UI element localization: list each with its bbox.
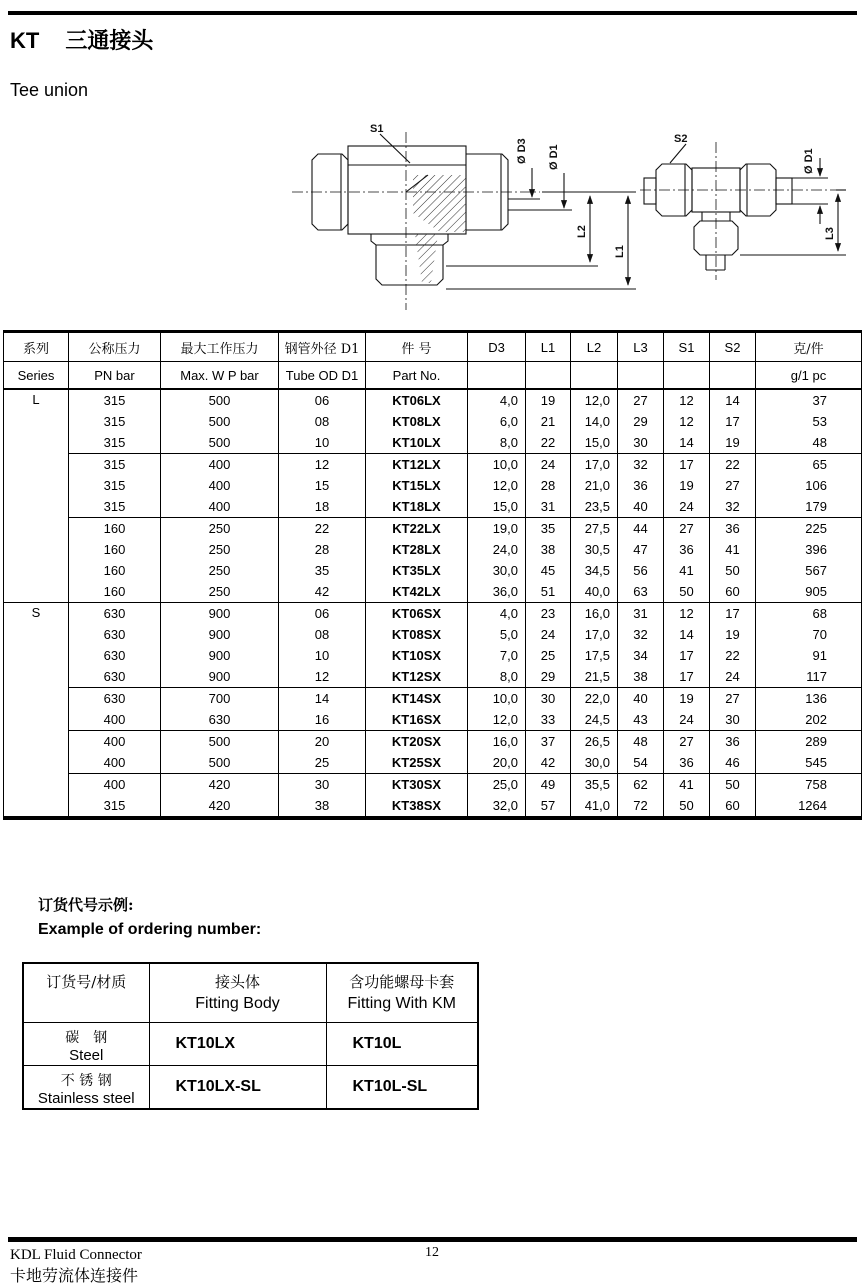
cell-pn: 315: [69, 432, 161, 454]
cell-l1: 19: [526, 389, 571, 411]
part-number: KT28LX: [366, 539, 468, 560]
part-number: KT08LX: [366, 411, 468, 432]
cell-d3: 4,0: [468, 389, 526, 411]
cell-s1: 17: [664, 666, 710, 688]
cell-maxwp: 900: [161, 624, 279, 645]
table-row: [4, 752, 862, 774]
cell-d3: 32,0: [468, 795, 526, 818]
ordering-row-steel: [23, 1023, 478, 1066]
dim-label-l2: L2: [576, 225, 588, 238]
cell-l2: 35,5: [571, 774, 618, 796]
col-part-no: 件 号: [366, 332, 468, 362]
top-rule: [8, 11, 857, 15]
cell-l3: 38: [618, 666, 664, 688]
ordering-row-stainless: [23, 1066, 478, 1110]
cell-l3: 54: [618, 752, 664, 774]
cell-tube-od: 35: [279, 560, 366, 581]
cell-d3: 19,0: [468, 518, 526, 540]
part-number: KT25SX: [366, 752, 468, 774]
cell-pn: 160: [69, 539, 161, 560]
dim-label-l3: L3: [824, 227, 836, 240]
cell-weight: 179: [756, 496, 862, 518]
part-number: KT38SX: [366, 795, 468, 818]
cell-weight: 48: [756, 432, 862, 454]
cell-l2: 12,0: [571, 389, 618, 411]
dim-label-d1-right: Ø D1: [803, 148, 815, 174]
cell-weight: 65: [756, 454, 862, 476]
cell-l2: 41,0: [571, 795, 618, 818]
cell-d3: 16,0: [468, 731, 526, 753]
table-row: [4, 539, 862, 560]
cell-weight: 1264: [756, 795, 862, 818]
ordering-header-row: [23, 963, 478, 1023]
cell-l3: 48: [618, 731, 664, 753]
part-number: KT20SX: [366, 731, 468, 753]
dimension-table: [3, 330, 862, 820]
cell-s2: 17: [710, 411, 756, 432]
cell-l1: 30: [526, 688, 571, 710]
cell-weight: 70: [756, 624, 862, 645]
cell-tube-od: 42: [279, 581, 366, 603]
cell-l2: 30,0: [571, 752, 618, 774]
cell-tube-od: 16: [279, 709, 366, 731]
col-pn-en: PN bar: [69, 362, 161, 390]
table-row: [4, 581, 862, 603]
cell-d3: 36,0: [468, 581, 526, 603]
cell-weight: 106: [756, 475, 862, 496]
cell-s2: 27: [710, 475, 756, 496]
cell-l2: 16,0: [571, 603, 618, 625]
cell-d3: 8,0: [468, 666, 526, 688]
cell-weight: 289: [756, 731, 862, 753]
cell-weight: 202: [756, 709, 862, 731]
part-number: KT12LX: [366, 454, 468, 476]
cell-l1: 22: [526, 432, 571, 454]
part-number: KT08SX: [366, 624, 468, 645]
cell-s2: 60: [710, 795, 756, 818]
cell-l3: 40: [618, 688, 664, 710]
technical-drawing: [288, 118, 862, 318]
col-l1: L1: [526, 332, 571, 362]
cell-l1: 51: [526, 581, 571, 603]
cell-d3: 10,0: [468, 454, 526, 476]
cell-l1: 25: [526, 645, 571, 666]
cell-l1: 49: [526, 774, 571, 796]
cell-pn: 315: [69, 496, 161, 518]
cell-pn: 160: [69, 518, 161, 540]
cell-l2: 34,5: [571, 560, 618, 581]
dim-label-l1: L1: [614, 245, 626, 258]
table-row: [4, 774, 862, 796]
cell-maxwp: 630: [161, 709, 279, 731]
cell-l2: 23,5: [571, 496, 618, 518]
cell-maxwp: 250: [161, 560, 279, 581]
cell-s1: 50: [664, 795, 710, 818]
cell-pn: 630: [69, 688, 161, 710]
cell-l1: 38: [526, 539, 571, 560]
part-number: KT16SX: [366, 709, 468, 731]
cell-weight: 905: [756, 581, 862, 603]
cell-weight: 37: [756, 389, 862, 411]
cell-s2: 22: [710, 645, 756, 666]
cell-tube-od: 12: [279, 454, 366, 476]
page-title-chinese: 三通接头: [65, 28, 154, 54]
part-number: KT35LX: [366, 560, 468, 581]
cell-maxwp: 700: [161, 688, 279, 710]
cell-l2: 40,0: [571, 581, 618, 603]
col-maxwp: 最大工作压力: [161, 332, 279, 362]
ordering-table: [22, 962, 479, 1110]
cell-s1: 12: [664, 603, 710, 625]
cell-l3: 72: [618, 795, 664, 818]
cell-tube-od: 08: [279, 411, 366, 432]
order-col-body: 接头体 Fitting Body: [149, 963, 326, 1023]
cell-l1: 29: [526, 666, 571, 688]
cell-maxwp: 250: [161, 581, 279, 603]
table-row: [4, 389, 862, 411]
cell-maxwp: 900: [161, 645, 279, 666]
cell-d3: 12,0: [468, 475, 526, 496]
cell-tube-od: 10: [279, 645, 366, 666]
part-number: KT10L-SL: [326, 1066, 478, 1110]
cell-l2: 15,0: [571, 432, 618, 454]
cell-l2: 22,0: [571, 688, 618, 710]
cell-l3: 40: [618, 496, 664, 518]
cell-s1: 14: [664, 432, 710, 454]
cell-l1: 37: [526, 731, 571, 753]
cell-l2: 30,5: [571, 539, 618, 560]
cell-l2: 17,5: [571, 645, 618, 666]
cell-weight: 136: [756, 688, 862, 710]
col-series: 系列: [4, 332, 69, 362]
cell-s1: 12: [664, 389, 710, 411]
table-row: [4, 411, 862, 432]
cell-s1: 24: [664, 709, 710, 731]
cell-s2: 19: [710, 624, 756, 645]
cell-maxwp: 420: [161, 795, 279, 818]
cell-d3: 4,0: [468, 603, 526, 625]
cell-maxwp: 500: [161, 389, 279, 411]
cell-l3: 62: [618, 774, 664, 796]
table-row: [4, 475, 862, 496]
part-number: KT30SX: [366, 774, 468, 796]
cell-pn: 630: [69, 624, 161, 645]
dim-label-s1: S1: [370, 123, 384, 135]
cell-pn: 400: [69, 731, 161, 753]
company-name-cn: 卡地劳流体连接件: [10, 1266, 139, 1285]
col-series-en: Series: [4, 362, 69, 390]
cell-tube-od: 12: [279, 666, 366, 688]
cell-l3: 63: [618, 581, 664, 603]
cell-tube-od: 20: [279, 731, 366, 753]
cell-s1: 27: [664, 731, 710, 753]
cell-d3: 30,0: [468, 560, 526, 581]
cell-maxwp: 400: [161, 454, 279, 476]
footer-rule: [8, 1237, 857, 1242]
cell-tube-od: 30: [279, 774, 366, 796]
cell-l3: 44: [618, 518, 664, 540]
part-number: KT14SX: [366, 688, 468, 710]
material-cell: 碳 钢 Steel: [23, 1023, 149, 1066]
main-table-body: [4, 389, 862, 818]
cell-tube-od: 15: [279, 475, 366, 496]
dim-label-s2: S2: [674, 133, 688, 145]
cell-pn: 400: [69, 774, 161, 796]
table-row: [4, 666, 862, 688]
col-pn: 公称压力: [69, 332, 161, 362]
dim-label-d1-left: Ø D1: [548, 144, 560, 170]
cell-weight: 225: [756, 518, 862, 540]
cell-l2: 17,0: [571, 454, 618, 476]
table-row: [4, 795, 862, 818]
order-col-material: 订货号/材质: [23, 963, 149, 1023]
series-code: KT: [10, 28, 40, 53]
cell-pn: 315: [69, 795, 161, 818]
cell-weight: 567: [756, 560, 862, 581]
cell-s1: 36: [664, 539, 710, 560]
cell-s2: 41: [710, 539, 756, 560]
cell-pn: 400: [69, 752, 161, 774]
cell-weight: 396: [756, 539, 862, 560]
cell-s2: 50: [710, 560, 756, 581]
cell-s2: 50: [710, 774, 756, 796]
part-number: KT10LX-SL: [149, 1066, 326, 1110]
cell-l2: 26,5: [571, 731, 618, 753]
part-number: KT10LX: [149, 1023, 326, 1066]
part-number: KT10L: [326, 1023, 478, 1066]
ordering-title-cn: 订货代号示例:: [38, 896, 134, 914]
cell-pn: 315: [69, 389, 161, 411]
cell-pn: 315: [69, 411, 161, 432]
cell-s1: 17: [664, 454, 710, 476]
cell-weight: 117: [756, 666, 862, 688]
cell-l2: 17,0: [571, 624, 618, 645]
cell-s1: 12: [664, 411, 710, 432]
cell-l1: 35: [526, 518, 571, 540]
col-maxwp-en: Max. W P bar: [161, 362, 279, 390]
col-tube-od-en: Tube OD D1: [279, 362, 366, 390]
cell-tube-od: 25: [279, 752, 366, 774]
cell-s2: 60: [710, 581, 756, 603]
material-cell: 不 锈 钢 Stainless steel: [23, 1066, 149, 1110]
part-number: KT12SX: [366, 666, 468, 688]
cell-tube-od: 22: [279, 518, 366, 540]
cell-maxwp: 500: [161, 432, 279, 454]
cell-l1: 21: [526, 411, 571, 432]
cell-tube-od: 28: [279, 539, 366, 560]
cell-l3: 56: [618, 560, 664, 581]
cell-l1: 42: [526, 752, 571, 774]
cell-s1: 41: [664, 560, 710, 581]
cell-d3: 5,0: [468, 624, 526, 645]
cell-l1: 23: [526, 603, 571, 625]
cell-maxwp: 400: [161, 496, 279, 518]
col-part-no-en: Part No.: [366, 362, 468, 390]
series-label: S: [4, 603, 69, 819]
cell-weight: 758: [756, 774, 862, 796]
cell-s2: 22: [710, 454, 756, 476]
cell-l3: 30: [618, 432, 664, 454]
cell-s2: 46: [710, 752, 756, 774]
series-label: L: [4, 389, 69, 603]
cell-maxwp: 900: [161, 666, 279, 688]
cell-l3: 47: [618, 539, 664, 560]
col-weight-en: g/1 pc: [756, 362, 862, 390]
col-l3: L3: [618, 332, 664, 362]
table-row: [4, 496, 862, 518]
cell-weight: 68: [756, 603, 862, 625]
cell-s2: 14: [710, 389, 756, 411]
cell-l2: 14,0: [571, 411, 618, 432]
cell-pn: 630: [69, 603, 161, 625]
cell-pn: 630: [69, 666, 161, 688]
dim-label-d3: Ø D3: [516, 138, 528, 164]
cell-l3: 29: [618, 411, 664, 432]
cell-s1: 14: [664, 624, 710, 645]
cell-pn: 315: [69, 454, 161, 476]
cell-tube-od: 06: [279, 603, 366, 625]
page-title: [10, 24, 153, 55]
cell-s2: 36: [710, 518, 756, 540]
cell-l1: 24: [526, 624, 571, 645]
cell-l2: 27,5: [571, 518, 618, 540]
cell-s2: 24: [710, 666, 756, 688]
header-row-cn: [4, 332, 862, 362]
table-row: [4, 688, 862, 710]
cell-tube-od: 10: [279, 432, 366, 454]
table-row: [4, 709, 862, 731]
cell-weight: 53: [756, 411, 862, 432]
cell-s1: 19: [664, 688, 710, 710]
cell-l1: 28: [526, 475, 571, 496]
part-number: KT15LX: [366, 475, 468, 496]
cell-l1: 24: [526, 454, 571, 476]
cell-s1: 50: [664, 581, 710, 603]
part-number: KT06LX: [366, 389, 468, 411]
cell-d3: 15,0: [468, 496, 526, 518]
tee-section-view: [292, 132, 636, 310]
table-row: [4, 603, 862, 625]
cell-d3: 10,0: [468, 688, 526, 710]
col-s2: S2: [710, 332, 756, 362]
cell-l3: 31: [618, 603, 664, 625]
col-weight: 克/件: [756, 332, 862, 362]
col-l2: L2: [571, 332, 618, 362]
cell-s1: 36: [664, 752, 710, 774]
cell-maxwp: 500: [161, 411, 279, 432]
table-row: [4, 454, 862, 476]
cell-l3: 34: [618, 645, 664, 666]
cell-tube-od: 38: [279, 795, 366, 818]
cell-l3: 32: [618, 454, 664, 476]
cell-d3: 6,0: [468, 411, 526, 432]
cell-s1: 17: [664, 645, 710, 666]
part-number: KT22LX: [366, 518, 468, 540]
cell-s2: 19: [710, 432, 756, 454]
cell-s1: 24: [664, 496, 710, 518]
cell-d3: 20,0: [468, 752, 526, 774]
cell-maxwp: 420: [161, 774, 279, 796]
cell-d3: 7,0: [468, 645, 526, 666]
cell-l1: 33: [526, 709, 571, 731]
cell-l2: 24,5: [571, 709, 618, 731]
cell-maxwp: 250: [161, 518, 279, 540]
cell-maxwp: 500: [161, 752, 279, 774]
cell-pn: 315: [69, 475, 161, 496]
cell-d3: 24,0: [468, 539, 526, 560]
tee-assembly-view: [640, 142, 846, 280]
cell-l1: 45: [526, 560, 571, 581]
header-row-en: [4, 362, 862, 390]
cell-l3: 32: [618, 624, 664, 645]
cell-maxwp: 900: [161, 603, 279, 625]
cell-tube-od: 14: [279, 688, 366, 710]
col-s1: S1: [664, 332, 710, 362]
cell-d3: 25,0: [468, 774, 526, 796]
cell-l1: 31: [526, 496, 571, 518]
cell-l2: 21,0: [571, 475, 618, 496]
part-number: KT10SX: [366, 645, 468, 666]
cell-weight: 91: [756, 645, 862, 666]
cell-pn: 400: [69, 709, 161, 731]
cell-tube-od: 06: [279, 389, 366, 411]
cell-s2: 30: [710, 709, 756, 731]
cell-weight: 545: [756, 752, 862, 774]
table-row: [4, 432, 862, 454]
page-number: 12: [425, 1245, 439, 1260]
table-row: [4, 624, 862, 645]
cell-s1: 27: [664, 518, 710, 540]
part-number: KT42LX: [366, 581, 468, 603]
cell-maxwp: 250: [161, 539, 279, 560]
cell-s1: 19: [664, 475, 710, 496]
cell-s2: 36: [710, 731, 756, 753]
cell-l2: 21,5: [571, 666, 618, 688]
table-row: [4, 645, 862, 666]
cell-pn: 160: [69, 560, 161, 581]
cell-l3: 43: [618, 709, 664, 731]
order-col-km: 含功能螺母卡套 Fitting With KM: [326, 963, 478, 1023]
col-tube-od: 钢管外径 D1: [279, 332, 366, 362]
cell-s2: 27: [710, 688, 756, 710]
part-number: KT10LX: [366, 432, 468, 454]
cell-pn: 160: [69, 581, 161, 603]
table-row: [4, 731, 862, 753]
company-name-en: KDL Fluid Connector: [10, 1247, 142, 1263]
col-d3: D3: [468, 332, 526, 362]
part-number: KT06SX: [366, 603, 468, 625]
cell-tube-od: 08: [279, 624, 366, 645]
cell-maxwp: 400: [161, 475, 279, 496]
cell-l3: 36: [618, 475, 664, 496]
table-row: [4, 560, 862, 581]
page-subtitle: Tee union: [10, 80, 89, 100]
cell-l1: 57: [526, 795, 571, 818]
cell-s2: 32: [710, 496, 756, 518]
part-number: KT18LX: [366, 496, 468, 518]
cell-tube-od: 18: [279, 496, 366, 518]
cell-maxwp: 500: [161, 731, 279, 753]
cell-l3: 27: [618, 389, 664, 411]
cell-s2: 17: [710, 603, 756, 625]
cell-s1: 41: [664, 774, 710, 796]
cell-pn: 630: [69, 645, 161, 666]
cell-d3: 8,0: [468, 432, 526, 454]
table-row: [4, 518, 862, 540]
cell-d3: 12,0: [468, 709, 526, 731]
ordering-title-en: Example of ordering number:: [38, 921, 262, 938]
